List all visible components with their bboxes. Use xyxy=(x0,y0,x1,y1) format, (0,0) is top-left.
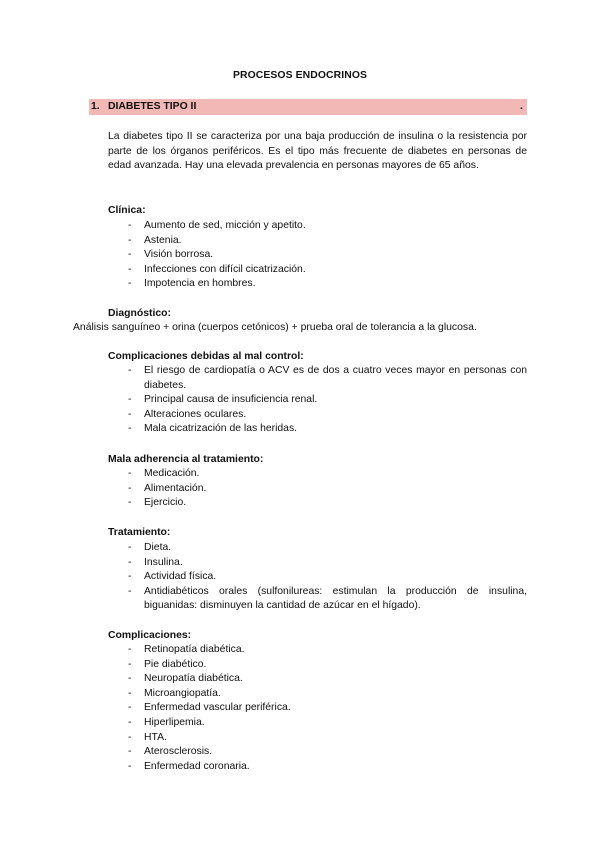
intro-paragraph: La diabetes tipo II se caracteriza por una baja producción de insulina o la resistencia por parte de los órganos periféricos. Es el tipo más frecuente de diabetes en personas de edad avanzada. Hay una elevada prevalencia en personas mayores de 65 años. xyxy=(108,131,527,172)
dash-bullet: - xyxy=(128,365,132,376)
dash-bullet: - xyxy=(128,542,132,553)
list-item xyxy=(108,701,527,716)
complicaciones-mal-control-title: Complicaciones debidas al mal control: xyxy=(108,351,304,362)
list-item-text: Insulina. xyxy=(144,556,183,568)
list-item-text: Mala cicatrización de las heridas. xyxy=(144,423,298,435)
dash-bullet: - xyxy=(128,571,132,583)
list-item-text: Astenia. xyxy=(144,234,182,246)
page-title: PROCESOS ENDOCRINOS xyxy=(232,70,368,81)
dash-bullet: - xyxy=(128,220,132,231)
dash-bullet: - xyxy=(128,408,132,420)
list-item xyxy=(108,745,527,760)
list-item xyxy=(108,393,527,408)
list-item-text: Microangiopatía. xyxy=(144,687,221,699)
dash-bullet: - xyxy=(128,658,132,670)
list-item-text: Dieta. xyxy=(144,542,172,553)
list-item-text: Aumento de sed, micción y apetito. xyxy=(144,220,306,231)
list-item xyxy=(108,467,527,482)
section-heading: DIABETES TIPO II xyxy=(108,101,197,112)
list-item xyxy=(108,422,527,437)
dash-bullet: - xyxy=(128,482,132,494)
list-item xyxy=(108,277,527,292)
complicaciones-list xyxy=(108,643,527,774)
list-item-text: Retinopatía diabética. xyxy=(144,644,245,655)
list-item xyxy=(108,482,527,497)
dash-bullet: - xyxy=(128,585,132,597)
list-item-text: Aterosclerosis. xyxy=(144,746,213,758)
mala-adherencia-title: Mala adherencia al tratamiento: xyxy=(108,454,264,465)
diagnostico-title: Diagnóstico: xyxy=(108,308,171,319)
list-item-text: Infecciones con difícil cicatrización. xyxy=(144,263,306,275)
dash-bullet: - xyxy=(128,746,132,758)
list-item-text: HTA. xyxy=(144,731,167,743)
dash-bullet: - xyxy=(128,263,132,275)
list-item xyxy=(108,672,527,687)
dash-bullet: - xyxy=(128,278,132,290)
list-item xyxy=(108,364,527,393)
complicaciones-mal-control-list xyxy=(108,364,527,437)
list-item-text: Impotencia en hombres. xyxy=(144,278,256,290)
list-item xyxy=(108,219,527,234)
dash-bullet: - xyxy=(128,716,132,728)
diagnostico-text: Análisis sanguíneo + orina (cuerpos cetónicos) + prueba oral de tolerancia a la glucosa. xyxy=(73,322,477,333)
tratamiento-title: Tratamiento: xyxy=(108,527,171,538)
list-item xyxy=(108,496,527,511)
dash-bullet: - xyxy=(128,644,132,655)
dash-bullet: - xyxy=(128,731,132,743)
clinica-list xyxy=(108,219,527,292)
list-item-text: Actividad física. xyxy=(144,571,217,583)
list-item xyxy=(108,248,527,263)
list-item-text: Visión borrosa. xyxy=(144,249,214,261)
list-item xyxy=(108,731,527,746)
dash-bullet: - xyxy=(128,497,132,509)
list-item-text: Neuropatía diabética. xyxy=(144,673,243,685)
list-item-text: Enfermedad vascular periférica. xyxy=(144,702,291,714)
complicaciones-title: Complicaciones: xyxy=(108,630,192,641)
list-item xyxy=(108,234,527,249)
list-item-text: Pie diabético. xyxy=(144,658,207,670)
list-item xyxy=(108,643,527,658)
dash-bullet: - xyxy=(128,234,132,246)
list-item-text: Ejercicio. xyxy=(144,497,187,509)
dash-bullet: - xyxy=(128,673,132,685)
list-item xyxy=(108,570,527,585)
tratamiento-list xyxy=(108,541,527,614)
list-item xyxy=(108,408,527,423)
list-item xyxy=(108,716,527,731)
section-heading-trailing-mark: . xyxy=(520,101,523,112)
list-item xyxy=(108,658,527,673)
list-item-text: Hiperlipemia. xyxy=(144,716,205,728)
list-item-text: Alimentación. xyxy=(144,482,207,494)
clinica-title: Clínica: xyxy=(108,205,146,216)
list-item-text: Principal causa de insuficiencia renal. xyxy=(144,394,318,406)
list-item xyxy=(108,585,527,614)
dash-bullet: - xyxy=(128,249,132,261)
list-item xyxy=(108,760,527,775)
list-item-text: Antidiabéticos orales (sulfonilureas: estimulan la producción de insulina, biguanidas: disminuyen la cantidad de azúcar en el hígado). xyxy=(144,585,527,612)
dash-bullet: - xyxy=(128,556,132,568)
list-item xyxy=(108,687,527,702)
section-number: 1. xyxy=(91,101,100,112)
dash-bullet: - xyxy=(128,423,132,435)
dash-bullet: - xyxy=(128,468,132,479)
dash-bullet: - xyxy=(128,760,132,772)
list-item-text: Enfermedad coronaria. xyxy=(144,760,250,772)
list-item-text: Alteraciones oculares. xyxy=(144,408,247,420)
dash-bullet: - xyxy=(128,687,132,699)
mala-adherencia-list xyxy=(108,467,527,511)
list-item-text: Medicación. xyxy=(144,468,200,479)
dash-bullet: - xyxy=(128,394,132,406)
dash-bullet: - xyxy=(128,702,132,714)
list-item-text: El riesgo de cardiopatía o ACV es de dos a cuatro veces mayor en personas con diabetes. xyxy=(144,365,527,391)
list-item xyxy=(108,556,527,571)
list-item xyxy=(108,541,527,556)
list-item xyxy=(108,263,527,278)
